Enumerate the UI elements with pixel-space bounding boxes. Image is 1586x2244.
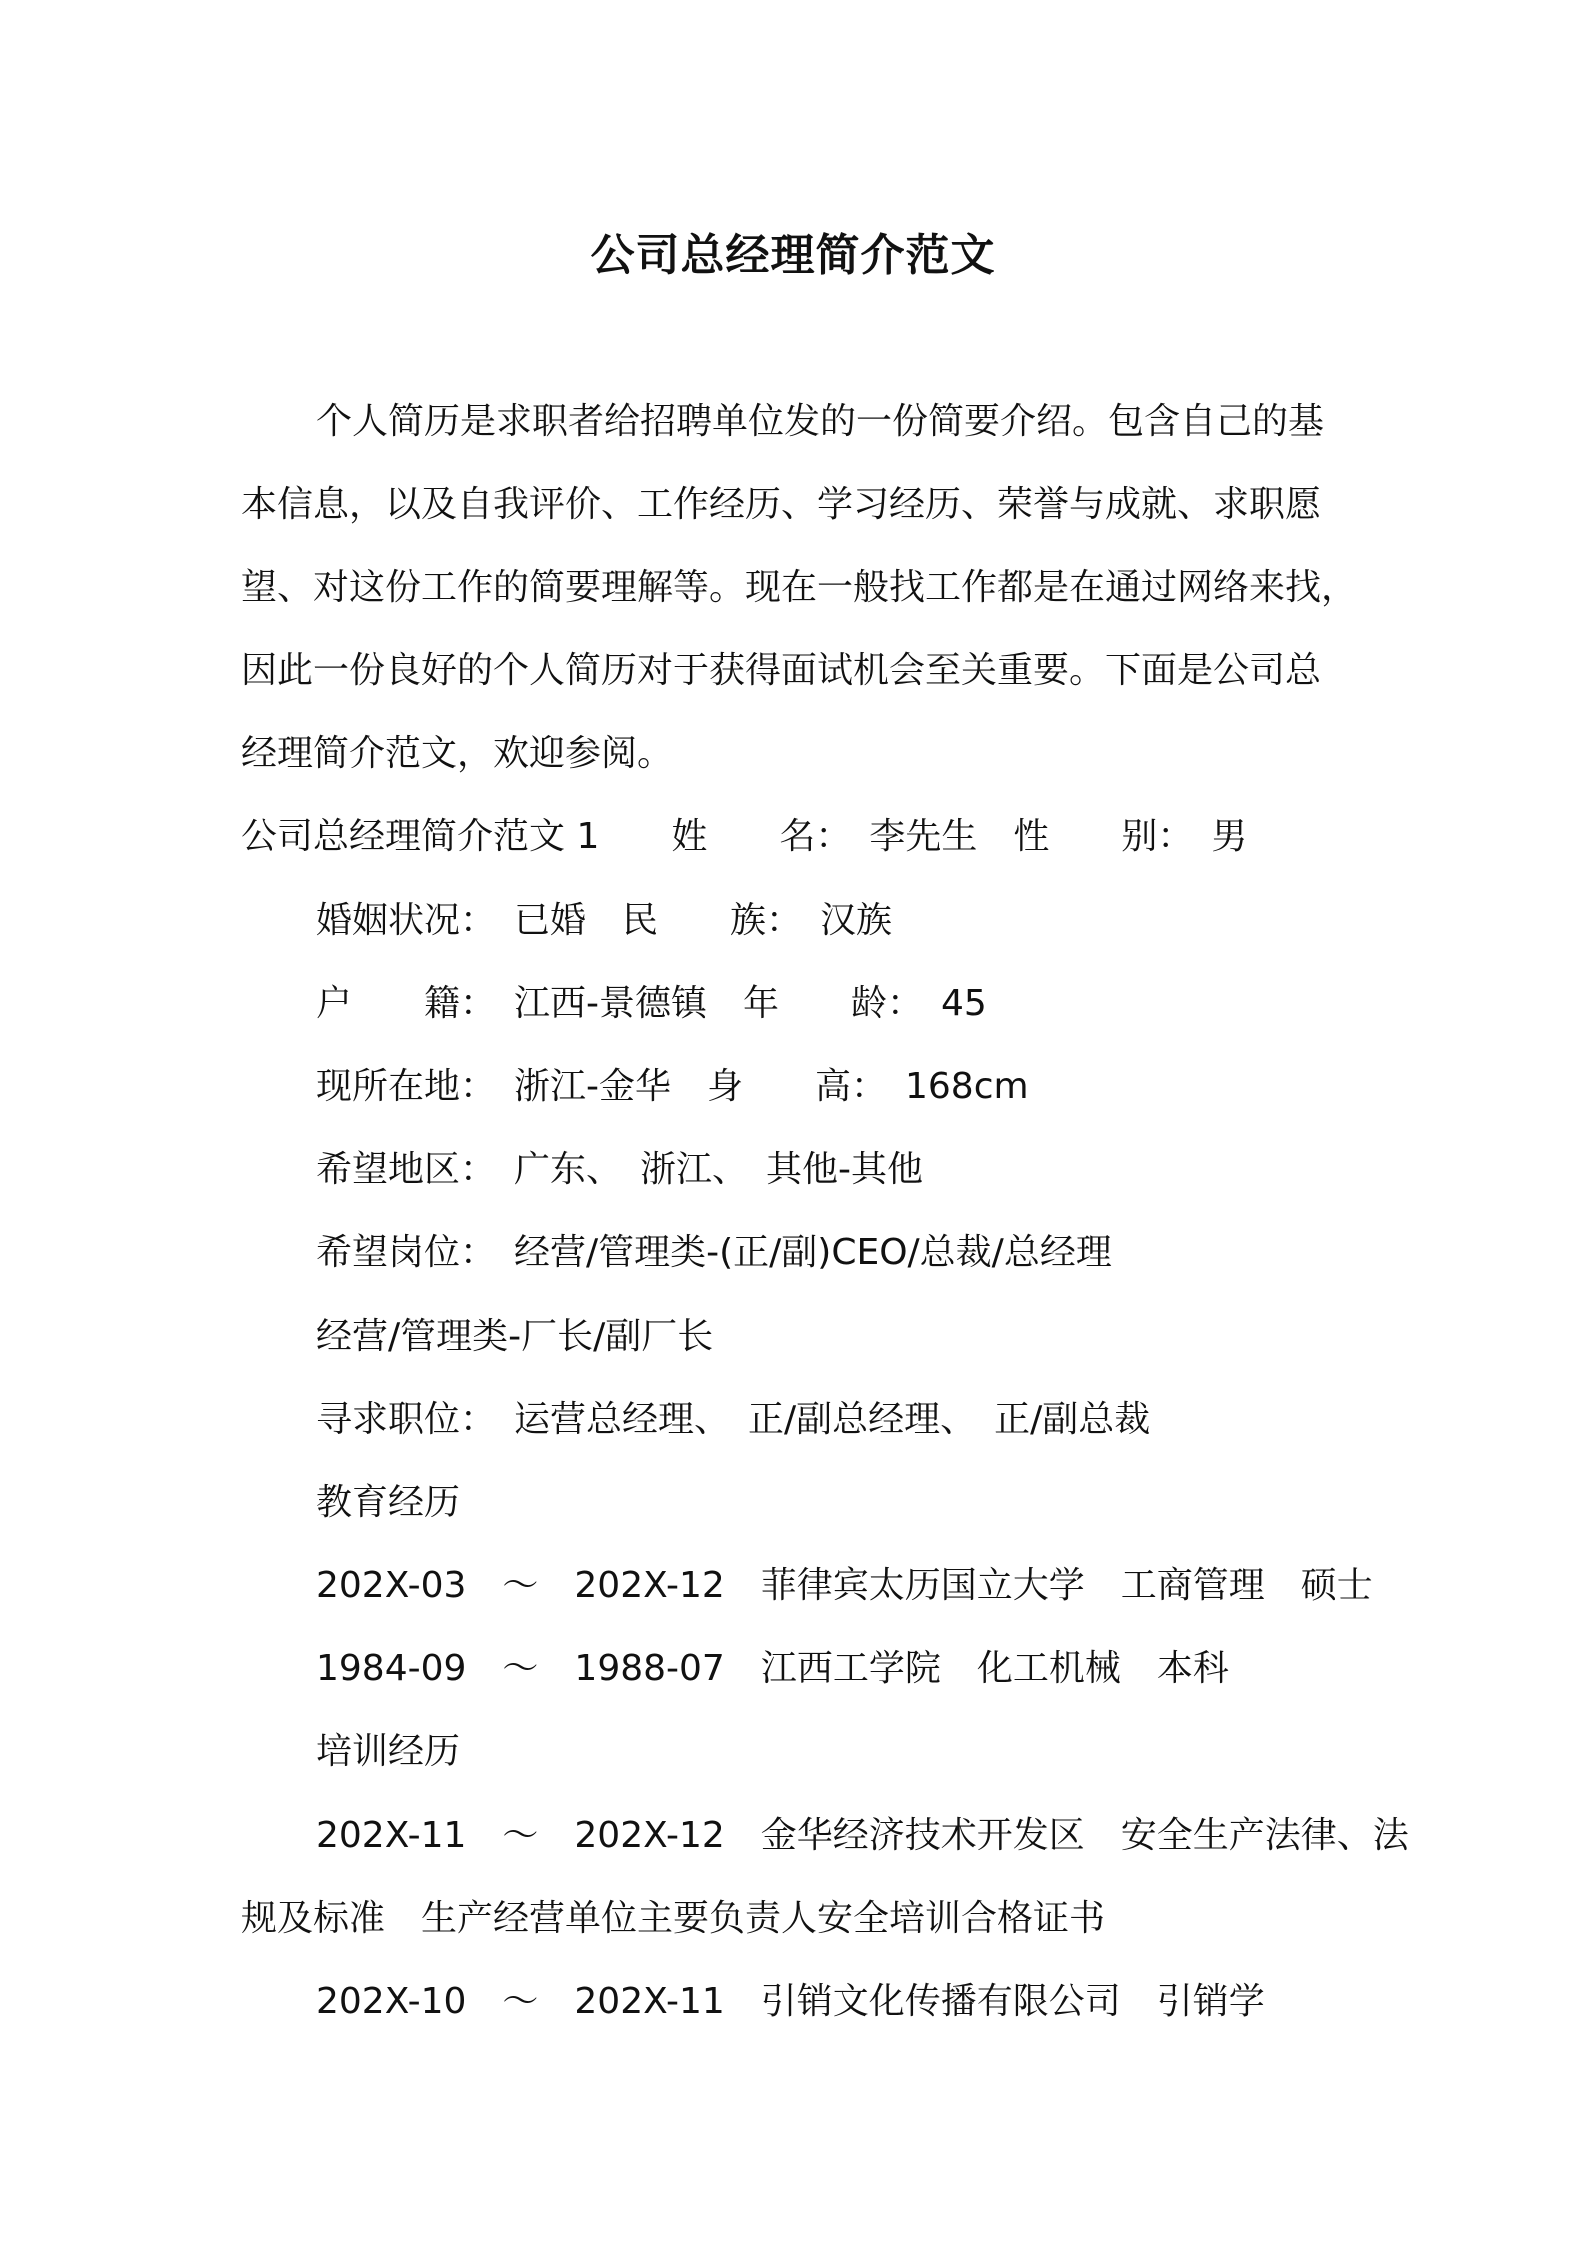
education-entry-1: 202X-03 ～ 202X-12 菲律宾太历国立大学 工商管理 硕士 bbox=[316, 1565, 1373, 1606]
desired-position-line: 希望岗位： 经营/管理类-(正/副)CEO/总裁/总经理 bbox=[316, 1232, 1112, 1273]
desired-region-line: 希望地区： 广东、 浙江、 其他-其他 bbox=[316, 1149, 923, 1190]
document-title: 公司总经理简介范文 bbox=[590, 230, 996, 281]
education-heading: 教育经历 bbox=[316, 1482, 461, 1523]
resume-heading-line: 公司总经理简介范文 1 姓 名： 李先生 性 别： 男 bbox=[241, 816, 1248, 857]
intro-line-5: 经理简介范文，欢迎参阅。 bbox=[241, 733, 674, 774]
training-entry-1-cont: 规及标准 生产经营单位主要负责人安全培训合格证书 bbox=[241, 1898, 1106, 1939]
training-entry-2: 202X-10 ～ 202X-11 引销文化传播有限公司 引销学 bbox=[316, 1981, 1265, 2022]
intro-line-3: 望、对这份工作的简要理解等。现在一般找工作都是在通过网络来找， bbox=[241, 567, 1358, 608]
location-line: 现所在地： 浙江-金华 身 高： 168cm bbox=[316, 1066, 1029, 1107]
intro-line-2: 本信息，以及自我评价、工作经历、学习经历、荣誉与成就、求职愿 bbox=[241, 484, 1322, 525]
intro-line-1: 个人简历是求职者给招聘单位发的一份简要介绍。包含自己的基 bbox=[316, 401, 1325, 442]
training-entry-1: 202X-11 ～ 202X-12 金华经济技术开发区 安全生产法律、法 bbox=[316, 1815, 1409, 1856]
intro-line-4: 因此一份良好的个人简历对于获得面试机会至关重要。下面是公司总 bbox=[241, 650, 1322, 691]
desired-position-line-2: 经营/管理类-厂长/副厂长 bbox=[316, 1316, 714, 1357]
training-heading: 培训经历 bbox=[316, 1731, 461, 1772]
sought-position-line: 寻求职位： 运营总经理、 正/副总经理、 正/副总裁 bbox=[316, 1399, 1151, 1440]
household-line: 户 籍： 江西-景德镇 年 龄： 45 bbox=[316, 983, 987, 1024]
education-entry-2: 1984-09 ～ 1988-07 江西工学院 化工机械 本科 bbox=[316, 1648, 1229, 1689]
marital-status-line: 婚姻状况： 已婚 民 族： 汉族 bbox=[316, 900, 893, 941]
